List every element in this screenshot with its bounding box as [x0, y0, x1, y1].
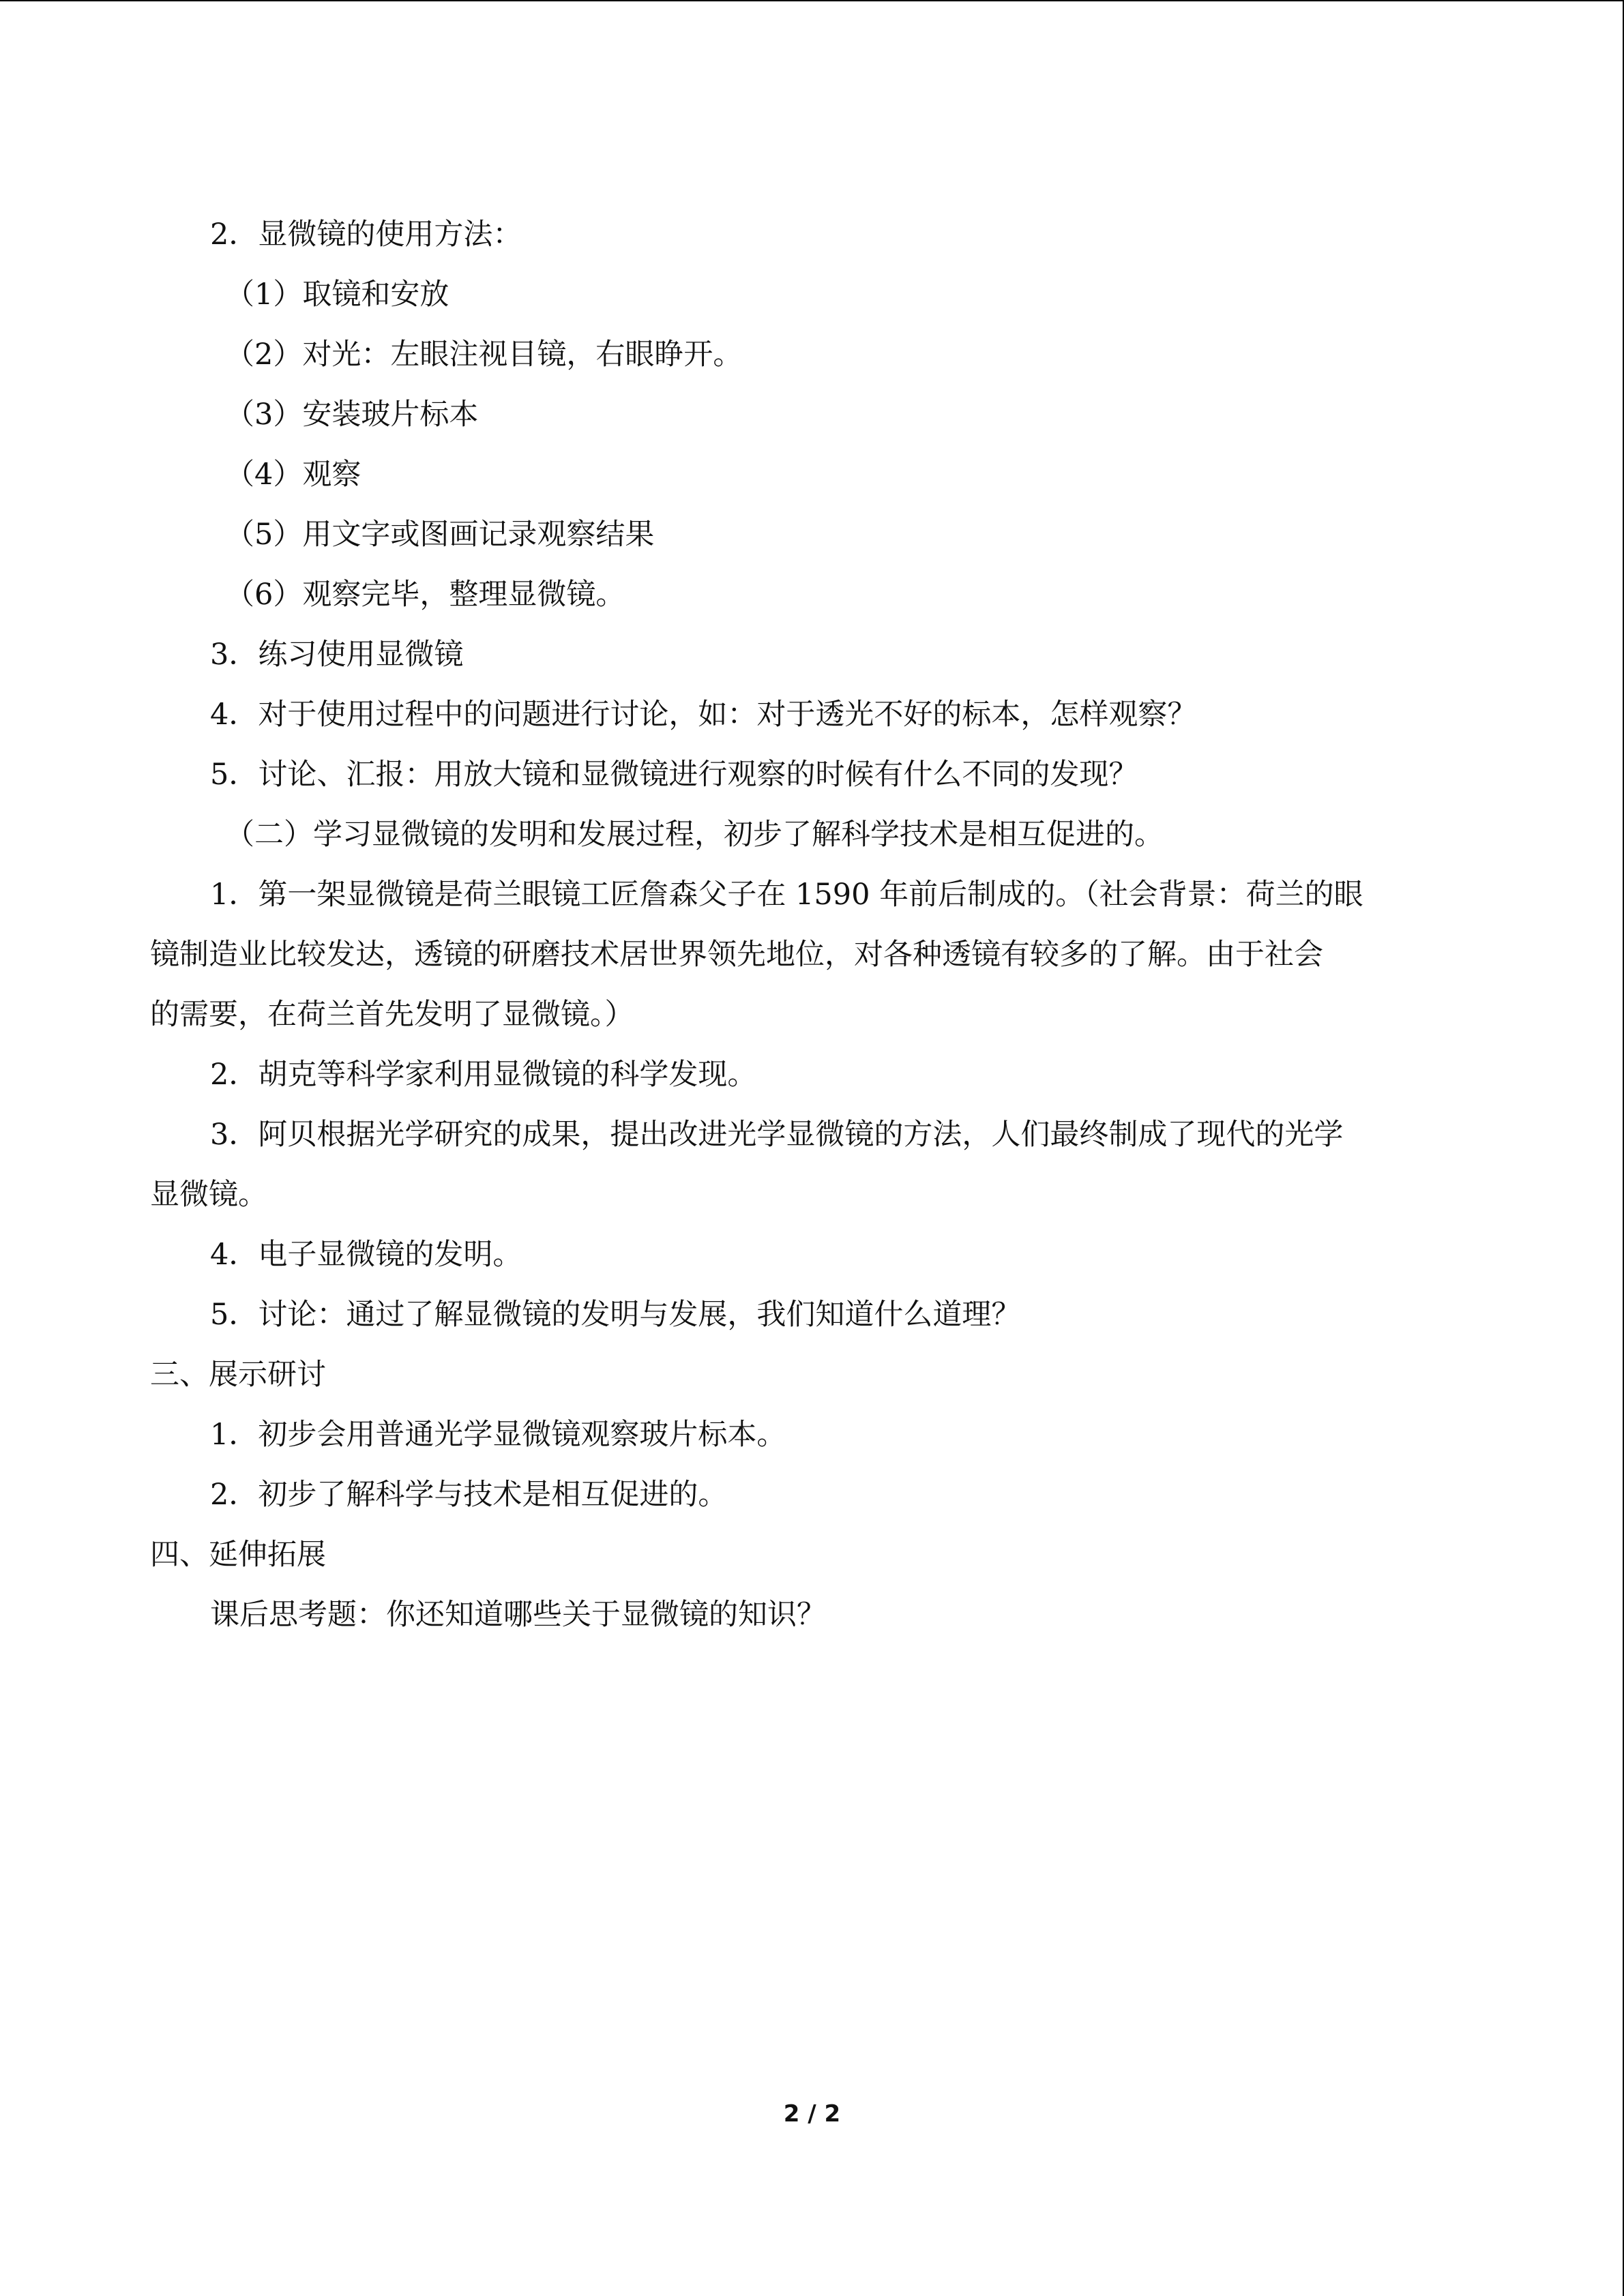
step-heading: 4．电子显微镜的发明。: [210, 1238, 522, 1272]
section-title: 三、展示研讨: [150, 1358, 326, 1392]
paragraph-line: 的需要，在荷兰首先发明了显微镜。）: [150, 998, 634, 1032]
paragraph-first-microscope: [150, 865, 1473, 1045]
list-item: （3）安装玻片标本: [225, 398, 479, 432]
list-item: 2．初步了解科学与技术是相互促进的。: [210, 1478, 728, 1512]
list-item: （1）取镜和安放: [225, 278, 449, 312]
paragraph-line: 1．第一架显微镜是荷兰眼镜工匠詹森父子在 1590 年前后制成的。（社会背景：荷兰的眼: [210, 878, 1363, 912]
step-heading: 4．对于使用过程中的问题进行讨论，如：对于透光不好的标本，怎样观察？: [210, 698, 1197, 732]
list-item: （6）观察完毕，整理显微镜。: [225, 578, 625, 612]
paragraph-line: 3．阿贝根据光学研究的成果，提出改进光学显微镜的方法，人们最终制成了现代的光学: [210, 1118, 1344, 1152]
paragraph-abbe: [150, 1105, 1473, 1225]
list-item: 1．初步会用普通光学显微镜观察玻片标本。: [210, 1418, 786, 1452]
paragraph-line: 显微镜。: [150, 1178, 267, 1212]
step-heading: 3．练习使用显微镜: [210, 638, 464, 672]
subsection-heading: （二）学习显微镜的发明和发展过程，初步了解科学技术是相互促进的。: [225, 818, 1164, 852]
page-number: 2 / 2: [783, 2100, 841, 2128]
step-heading: 2．胡克等科学家利用显微镜的科学发现。: [210, 1058, 757, 1092]
list-item: （2）对光：左眼注视目镜，右眼睁开。: [225, 338, 743, 372]
step-heading: 2．显微镜的使用方法：: [210, 218, 522, 252]
step-heading: 5．讨论：通过了解显微镜的发明与发展，我们知道什么道理？: [210, 1298, 1021, 1332]
step-heading: 5．讨论、汇报：用放大镜和显微镜进行观察的时候有什么不同的发现？: [210, 758, 1138, 792]
list-item: （5）用文字或图画记录观察结果: [225, 518, 655, 552]
section-title: 四、延伸拓展: [150, 1538, 326, 1572]
document-body: [150, 205, 1473, 1645]
list-item: （4）观察: [225, 458, 361, 492]
paragraph-line: 镜制造业比较发达，透镜的研磨技术居世界领先地位，对各种透镜有较多的了解。由于社会: [150, 938, 1323, 972]
homework-question: 课后思考题：你还知道哪些关于显微镜的知识？: [210, 1598, 826, 1632]
